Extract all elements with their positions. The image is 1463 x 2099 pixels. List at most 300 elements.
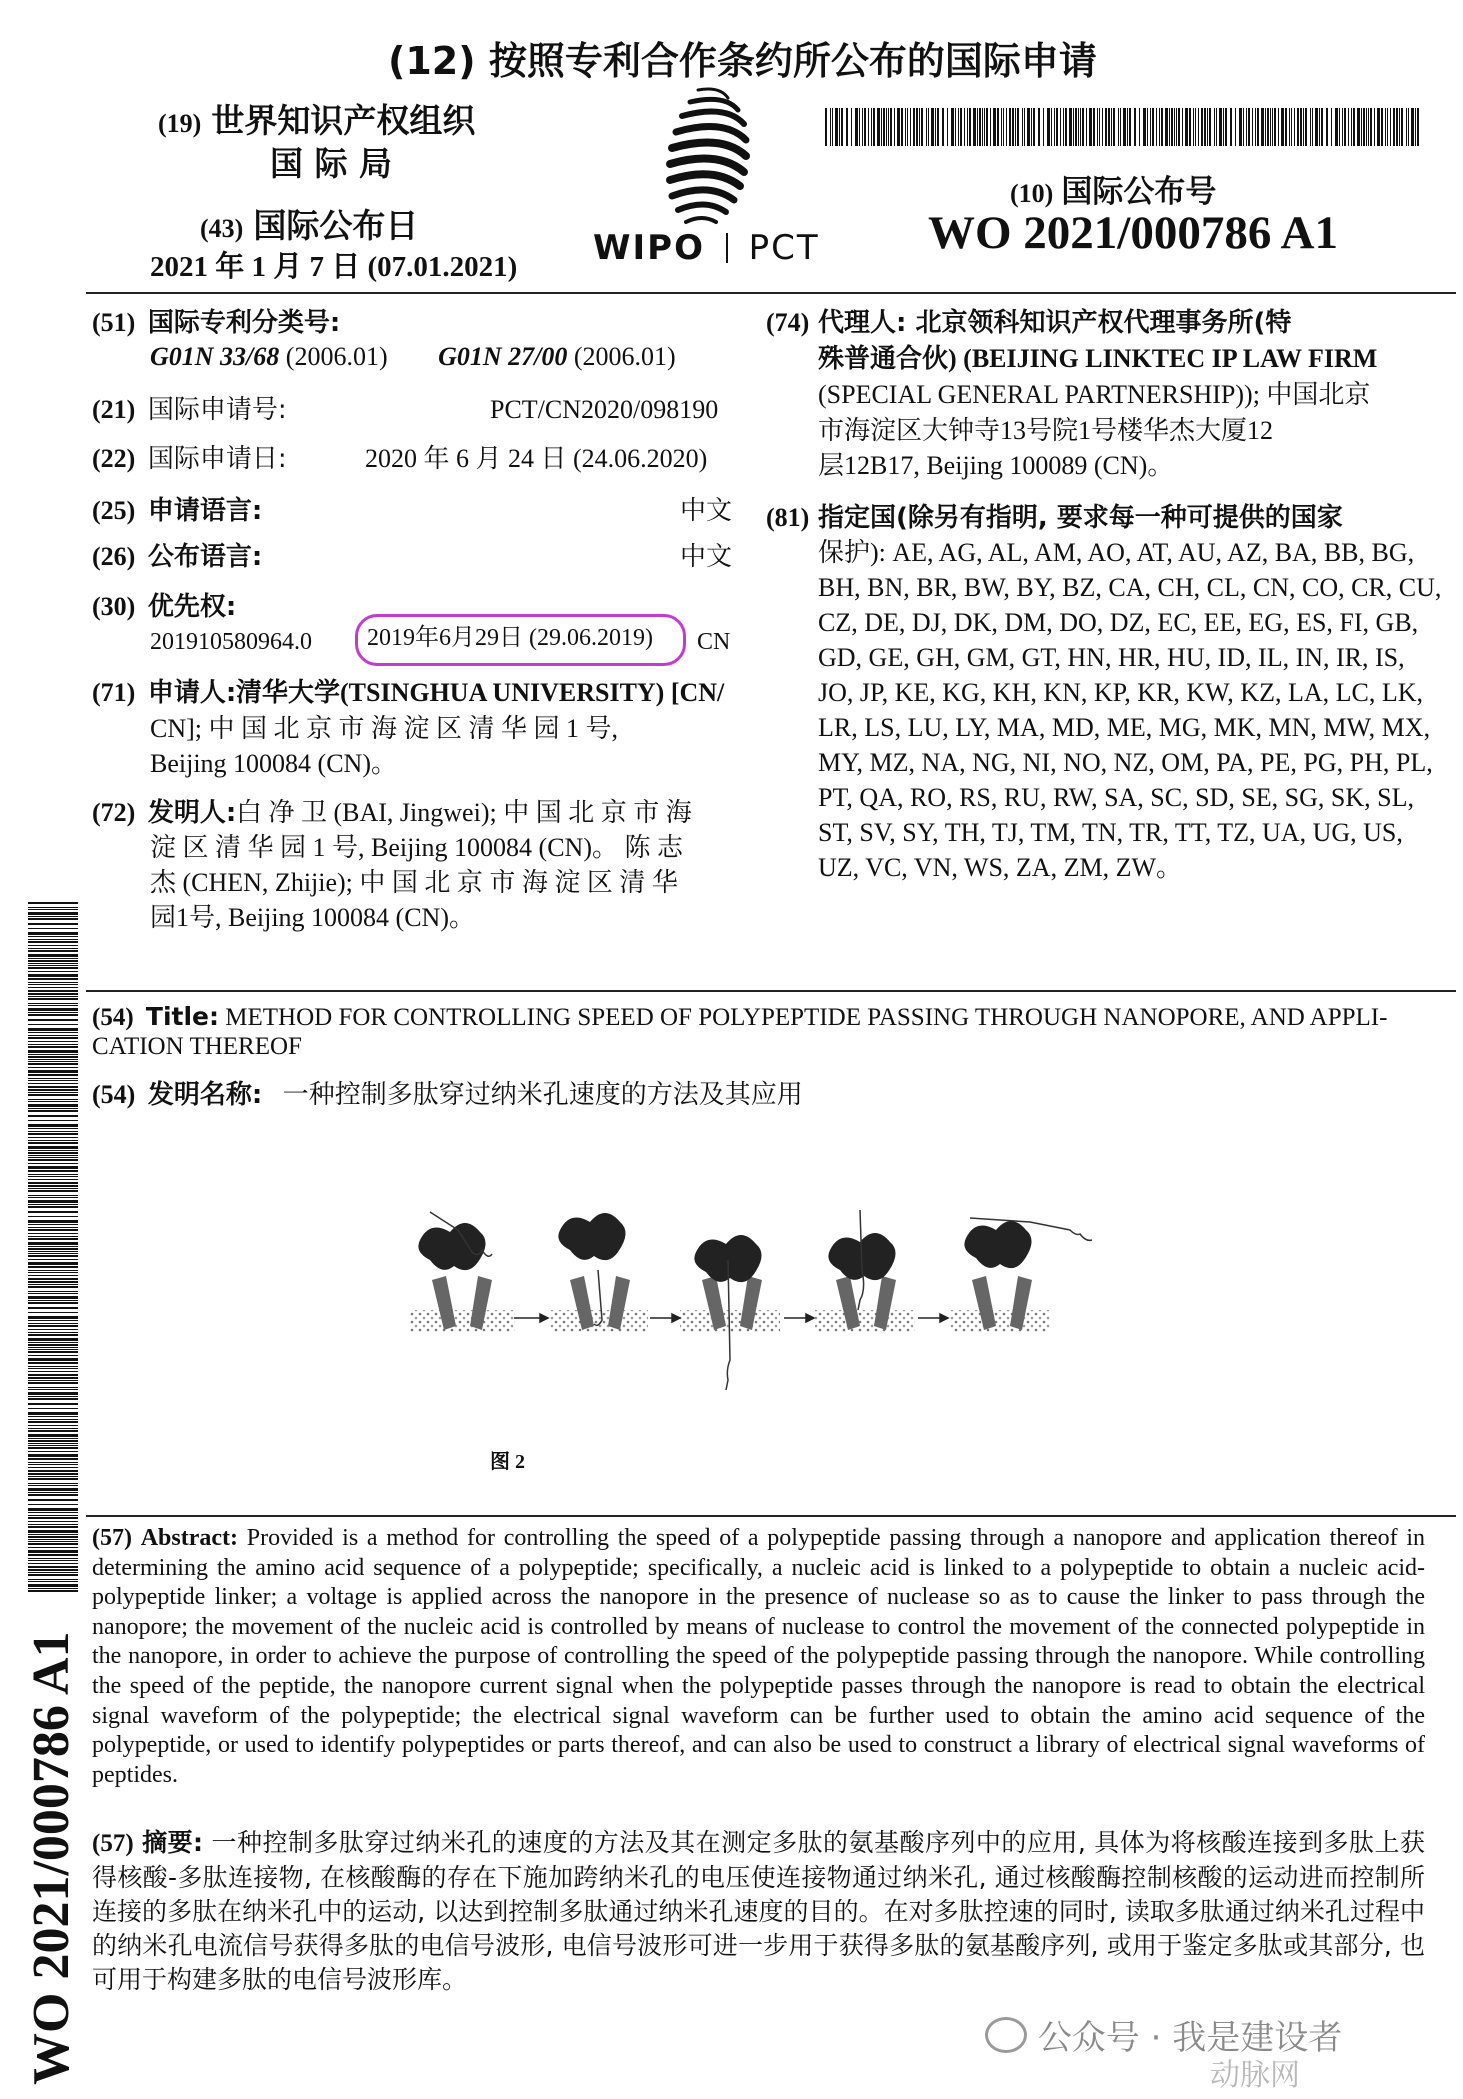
barcode-bar xyxy=(1255,108,1256,146)
barcode-bar xyxy=(1129,108,1131,146)
barcode-bar xyxy=(28,1182,78,1184)
barcode-bar xyxy=(1272,108,1273,146)
barcode-bar xyxy=(28,1467,78,1468)
barcode-bar xyxy=(28,916,78,917)
field-22 xyxy=(92,442,287,476)
pub-no-code: (10) xyxy=(1010,179,1054,208)
field-30-label: 优先权: xyxy=(147,592,237,622)
field-51-values xyxy=(150,340,676,374)
barcode-bar xyxy=(1216,108,1217,146)
barcode-bar xyxy=(28,1281,78,1283)
barcode-bar xyxy=(919,108,920,146)
barcode-bar xyxy=(1015,108,1016,146)
field-30-code: (30) xyxy=(92,592,136,621)
agent-line-2: 殊普通合伙) (BEIJING LINKTEC IP LAW FIRM xyxy=(818,344,1378,373)
barcode-bar xyxy=(28,950,78,952)
field-25-code: (25) xyxy=(92,496,136,525)
watermark-icon xyxy=(985,2017,1027,2053)
barcode-bar xyxy=(28,1355,78,1356)
barcode-bar xyxy=(28,1438,78,1439)
pub-no-block xyxy=(1010,166,1216,211)
barcode-bar xyxy=(1353,108,1355,146)
title-en-line-2: CATION THEREOF xyxy=(92,1033,302,1060)
barcode-bar xyxy=(28,1351,78,1353)
title-zh-text: 一种控制多肽穿过纳米孔速度的方法及其应用 xyxy=(282,1080,803,1110)
barcode-bar xyxy=(28,1275,78,1276)
barcode-bar xyxy=(28,1120,78,1121)
barcode-bar xyxy=(1390,108,1391,146)
inventor-line-3: 杰 (CHEN, Zhijie); 中 国 北 京 市 海 淀 区 清 华 xyxy=(150,868,678,897)
header-rule xyxy=(86,292,1456,294)
barcode-bar xyxy=(28,1150,78,1151)
barcode-bar xyxy=(1017,108,1019,146)
barcode-bar xyxy=(1385,108,1386,146)
barcode-bar xyxy=(835,108,838,146)
barcode-bar xyxy=(28,1581,78,1582)
barcode-bar xyxy=(28,1115,78,1117)
field-72-label: 发明人: xyxy=(147,798,237,828)
barcode-bar xyxy=(1078,108,1079,146)
barcode-bar xyxy=(28,1307,78,1309)
barcode-bar xyxy=(28,1338,78,1341)
barcode-bar xyxy=(1321,108,1323,146)
inventor-line-2: 淀 区 清 华 园 1 号, Beijing 100084 (CN)。 陈 志 xyxy=(150,833,683,862)
barcode-bar xyxy=(28,1494,78,1496)
barcode-bar xyxy=(1377,108,1380,146)
barcode-bar xyxy=(28,1517,78,1519)
barcode-bar xyxy=(830,108,831,146)
barcode-bar xyxy=(1408,108,1409,146)
membrane-1 xyxy=(410,1310,515,1332)
barcode-bar xyxy=(28,984,78,985)
barcode-bar xyxy=(1118,108,1119,146)
barcode-bar xyxy=(910,108,911,146)
barcode-bar xyxy=(1312,108,1313,146)
barcode-bar xyxy=(28,1108,78,1109)
barcode-bar xyxy=(1223,108,1224,146)
barcode-bar xyxy=(28,936,78,937)
barcode-bar xyxy=(28,1366,78,1367)
barcode-bar xyxy=(28,1362,78,1364)
barcode-bar xyxy=(1089,108,1092,146)
barcode-bar xyxy=(955,108,956,146)
barcode-bar xyxy=(28,1316,78,1319)
barcode-bar xyxy=(979,108,981,146)
barcode-bar xyxy=(1027,108,1030,146)
designated-line-5: GD, GE, GH, GM, GT, HN, HR, HU, ID, IL, IN, IR, IS, xyxy=(818,643,1405,672)
barcode-bar xyxy=(28,1504,78,1505)
org-block xyxy=(158,95,475,142)
barcode-bar xyxy=(28,1499,78,1501)
designated-line-2: 保护): AE, AG, AL, AM, AO, AT, AU, AZ, BA, BB, BG, xyxy=(818,538,1415,567)
barcode-bar xyxy=(28,1347,78,1348)
barcode-bar xyxy=(958,108,959,146)
barcode-bar xyxy=(28,1588,78,1589)
barcode-bar xyxy=(28,1371,78,1372)
designated-line-7: LR, LS, LU, LY, MA, MD, ME, MG, MK, MN, MW, MX, xyxy=(818,713,1431,742)
title-en-text-1: METHOD FOR CONTROLLING SPEED OF POLYPEPTIDE PASSING THROUGH NANOPORE, AND APPLI- xyxy=(225,1004,1388,1031)
field-51-label: 国际专利分类号: xyxy=(147,308,341,338)
barcode-bar xyxy=(1185,108,1188,146)
barcode-bar xyxy=(935,108,936,146)
barcode-bar xyxy=(1193,108,1194,146)
field-25-value: 中文 xyxy=(680,496,733,526)
figure-2-drawing xyxy=(410,1200,1110,1435)
barcode-bar xyxy=(28,998,78,1000)
barcode-bar xyxy=(1139,108,1140,146)
barcode-bar xyxy=(28,1003,78,1004)
barcode-bar xyxy=(28,1272,78,1273)
barcode-bar xyxy=(1278,108,1279,146)
barcode-bar xyxy=(1230,108,1232,146)
barcode-bar xyxy=(28,1473,78,1475)
pub-date-code: (43) xyxy=(200,214,244,243)
barcode-bar xyxy=(28,1560,78,1561)
barcode-bar xyxy=(1033,108,1035,146)
barcode-bar xyxy=(897,108,900,146)
barcode-bar xyxy=(28,1078,78,1079)
barcode-bar xyxy=(28,1382,78,1384)
barcode-bar xyxy=(1235,108,1236,146)
barcode-bar xyxy=(28,1368,78,1369)
field-26-label: 公布语言: xyxy=(147,542,263,572)
field-26 xyxy=(92,540,262,574)
barcode-bar xyxy=(960,108,962,146)
designated-line-9: PT, QA, RO, RS, RU, RW, SA, SC, SD, SE, SG, SK, SL, xyxy=(818,783,1414,812)
title-zh-code: (54) xyxy=(92,1080,136,1109)
barcode-bar xyxy=(28,1566,78,1568)
barcode-bar xyxy=(1161,108,1163,146)
barcode-bar xyxy=(28,932,78,935)
barcode-bar xyxy=(28,1083,78,1084)
barcode-bar xyxy=(1176,108,1177,146)
barcode-bar xyxy=(28,1416,78,1417)
barcode-bar xyxy=(921,108,923,146)
barcode-bar xyxy=(28,1238,78,1240)
barcode-bar xyxy=(1165,108,1168,146)
barcode-bar xyxy=(832,108,833,146)
barcode-bar xyxy=(926,108,927,146)
barcode-bar xyxy=(28,1387,78,1388)
barcode-bar xyxy=(28,1515,78,1516)
field-22-label: 国际申请日: xyxy=(147,444,287,474)
barcode-bar xyxy=(1012,108,1014,146)
barcode-bar xyxy=(1406,108,1407,146)
barcode-bar xyxy=(1297,108,1299,146)
barcode-bar xyxy=(28,1325,78,1327)
barcode-bar xyxy=(1038,108,1040,146)
barcode-bar xyxy=(28,1530,78,1533)
barcode-bar xyxy=(1270,108,1271,146)
barcode-bar xyxy=(873,108,875,146)
field-81-code: (81) xyxy=(766,503,810,532)
barcode-bar xyxy=(28,1080,78,1081)
barcode-bar xyxy=(28,1284,78,1285)
barcode-bar xyxy=(28,1358,78,1361)
barcode-bar xyxy=(28,1200,78,1203)
barcode-bar xyxy=(28,1543,78,1545)
barcode-bar xyxy=(28,1046,78,1048)
field-30 xyxy=(92,590,236,624)
barcode-bar xyxy=(28,1216,78,1217)
barcode-bar xyxy=(28,1206,78,1208)
barcode-bar xyxy=(28,1099,78,1100)
barcode-bar xyxy=(28,1012,78,1013)
watermark-text-1: 公众号 · 我是建设者 xyxy=(1037,2018,1343,2058)
barcode-bar xyxy=(1326,108,1328,146)
barcode-bar xyxy=(28,1403,78,1405)
barcode-bar xyxy=(1001,108,1002,146)
barcode-bar xyxy=(1047,108,1050,146)
org-name: 世界知识产权组织 xyxy=(211,101,476,140)
barcode-bar xyxy=(28,1300,78,1301)
barcode-bar xyxy=(1265,108,1266,146)
barcode-bar xyxy=(1339,108,1340,146)
barcode-bar xyxy=(1075,108,1077,146)
barcode-bar xyxy=(997,108,999,146)
barcode-bar xyxy=(28,1014,78,1016)
barcode-bar xyxy=(28,1246,78,1247)
barcode-bar xyxy=(1319,108,1320,146)
barcode-bar xyxy=(916,108,918,146)
designated-line-4: CZ, DE, DJ, DK, DM, DO, DZ, EC, EE, EG, ES, FI, GB, xyxy=(818,608,1419,637)
barcode-bar xyxy=(1169,108,1170,146)
barcode-bar xyxy=(851,108,852,146)
priority-country: CN xyxy=(697,629,731,655)
barcode-bar xyxy=(1063,108,1064,146)
barcode-bar xyxy=(28,1408,78,1409)
barcode-bar xyxy=(28,1483,78,1484)
barcode-bar xyxy=(28,1133,78,1135)
barcode-bar xyxy=(28,978,78,980)
barcode-bar xyxy=(1073,108,1074,146)
pub-no-value: WO 2021/000786 A1 xyxy=(928,207,1338,259)
abstract-en-text: Provided is a method for controlling the speed of a polypeptide passing through a nanopore and application thereof in determining the amino acid sequence of a polypeptide; specifically, a nucleic acid is linked to a polypeptide to obtain a nucleic acid-polypeptide linker; a voltage is applied across the nanopore in the presence of nuclease so as to cause the linker to pass through the nanopore; the movement of the nucleic acid is controlled by means of nuclease to control the movement of the connected polypeptide in the nanopore, in order to achieve the purpose of controlling the speed of the polypeptide passing through the nanopore. While controlling the speed of the peptide, the nanopore current signal when the polypeptide passes through the nanopore is read to obtain the electrical signal waveform of the polypeptide; the electrical signal waveform can be further used to obtain the amino acid sequence of the polypeptide, or used to identify polypeptides or parts thereof, and can also be used to construct a library of electrical signal waveforms of peptides. xyxy=(92,1525,1425,1788)
barcode-bar xyxy=(28,1074,78,1076)
barcode-bar xyxy=(1348,108,1349,146)
field-71-code: (71) xyxy=(92,678,136,707)
barcode-bar xyxy=(28,1574,78,1576)
barcode-bar xyxy=(931,108,934,146)
barcode-bar xyxy=(28,1092,78,1093)
barcode-bar xyxy=(1031,108,1032,146)
barcode-bar xyxy=(1178,108,1180,146)
enzyme-1 xyxy=(418,1223,485,1270)
barcode-bar xyxy=(1344,108,1346,146)
barcode-bar xyxy=(28,1428,78,1429)
barcode-bar xyxy=(28,1024,78,1025)
wipo-logo-icon xyxy=(590,80,790,240)
class-1-version: (2006.01) xyxy=(285,342,388,371)
barcode-bar xyxy=(1204,108,1206,146)
barcode-bar xyxy=(993,108,996,146)
barcode-bar xyxy=(1331,108,1332,146)
barcode-bar xyxy=(28,1270,78,1271)
barcode-bar xyxy=(28,1389,78,1390)
barcode-bar xyxy=(28,1197,78,1198)
barcode-bar xyxy=(1134,108,1136,146)
barcode-bar xyxy=(28,1032,78,1033)
side-publication-number: WO 2021/000786 A1 xyxy=(23,1631,80,2085)
barcode-bar xyxy=(1189,108,1191,146)
barcode-bar xyxy=(1225,108,1227,146)
barcode-bar xyxy=(28,918,78,920)
barcode-bar xyxy=(28,1392,78,1395)
barcode-bar xyxy=(28,1166,78,1169)
barcode-bar xyxy=(1143,108,1146,146)
barcode-bar xyxy=(1257,108,1259,146)
barcode-bar xyxy=(28,945,78,946)
barcode-bar xyxy=(28,1421,78,1423)
title-zh-label: 发明名称: xyxy=(147,1080,263,1110)
barcode-bar xyxy=(28,1554,78,1556)
title-zh xyxy=(92,1078,803,1112)
barcode-bar xyxy=(28,907,78,908)
barcode-bar xyxy=(28,1344,78,1346)
barcode-bar xyxy=(1351,108,1352,146)
barcode-bar xyxy=(1201,108,1203,146)
barcode-bar xyxy=(825,108,827,146)
figure-caption: 图 2 xyxy=(490,1451,525,1473)
designated-line-1: 指定国(除另有指明, 要求每一种可提供的国家 xyxy=(818,503,1343,533)
barcode-bar xyxy=(28,1572,78,1573)
barcode-bar xyxy=(1415,108,1416,146)
barcode-bar xyxy=(28,923,78,925)
barcode-bar xyxy=(1361,108,1362,146)
barcode-bar xyxy=(846,108,848,146)
pub-no-label: 国际公布号 xyxy=(1061,174,1217,210)
barcode-bar xyxy=(28,971,78,972)
barcode-bar xyxy=(1363,108,1365,146)
barcode-bar xyxy=(947,108,948,146)
barcode-bar xyxy=(839,108,840,146)
barcode-bar xyxy=(913,108,915,146)
barcode-bar xyxy=(901,108,903,146)
barcode-bar xyxy=(28,1492,78,1493)
barcode-bar xyxy=(1054,108,1055,146)
barcode-bar xyxy=(28,990,78,992)
logo-text-pct: PCT xyxy=(748,228,820,268)
barcode-bar xyxy=(28,1195,78,1196)
barcode-bar xyxy=(28,1398,78,1400)
barcode-bar xyxy=(907,108,908,146)
barcode-bar xyxy=(28,996,78,997)
barcode-bar xyxy=(28,1434,78,1437)
barcode-bar xyxy=(1393,108,1395,146)
barcode-bar xyxy=(1009,108,1011,146)
barcode-bar xyxy=(1147,108,1148,146)
barcode-bar xyxy=(28,1170,78,1172)
barcode-bar xyxy=(28,1152,78,1154)
barcode-bar xyxy=(28,1094,78,1096)
barcode-bar xyxy=(986,108,988,146)
pub-date-label: 国际公布日 xyxy=(253,206,419,245)
mid-rule xyxy=(86,990,1456,992)
barcode-bar xyxy=(1335,108,1338,146)
barcode-bar xyxy=(28,1157,78,1158)
barcode-bar xyxy=(1065,108,1067,146)
barcode-bar xyxy=(28,1124,78,1127)
field-51 xyxy=(92,306,340,340)
barcode-bar xyxy=(28,1291,78,1292)
barcode-bar xyxy=(1366,108,1367,146)
barcode-bar xyxy=(28,1550,78,1553)
barcode-bar xyxy=(1051,108,1052,146)
barcode-bar xyxy=(28,1534,78,1535)
enzyme-2 xyxy=(558,1213,625,1260)
barcode-bar xyxy=(1219,108,1222,146)
logo-text xyxy=(593,228,820,268)
barcode-bar xyxy=(28,1266,78,1268)
barcode-bar xyxy=(28,1536,78,1538)
agent-line-4: 市海淀区大钟寺13号院1号楼华杰大厦12 xyxy=(818,416,1274,445)
barcode-bar xyxy=(977,108,978,146)
barcode-bar xyxy=(28,1251,78,1252)
barcode-bar xyxy=(28,1374,78,1376)
barcode-bar xyxy=(1401,108,1403,146)
barcode-bar xyxy=(28,1110,78,1112)
barcode-bar xyxy=(28,1380,78,1381)
barcode-bar xyxy=(28,1005,78,1006)
abstract-zh-code: (57) xyxy=(92,1830,134,1857)
barcode-bar xyxy=(28,1579,78,1580)
barcode-bar xyxy=(28,1131,78,1132)
abstract-en-label: Abstract: xyxy=(140,1525,239,1551)
barcode-bar xyxy=(28,1443,78,1444)
barcode-bar xyxy=(1123,108,1126,146)
barcode-bar xyxy=(1159,108,1160,146)
barcode-bar xyxy=(28,967,78,969)
barcode-bar xyxy=(1274,108,1276,146)
barcode-bar xyxy=(1069,108,1072,146)
barcode-bar xyxy=(1300,108,1302,146)
barcode-bar xyxy=(1043,108,1044,146)
barcode-bar xyxy=(1022,108,1023,146)
barcode-bar xyxy=(964,108,965,146)
barcode-bar xyxy=(28,1478,78,1480)
barcode-bar xyxy=(28,958,78,959)
barcode-bar xyxy=(1248,108,1250,146)
barcode-bar xyxy=(28,1155,78,1156)
field-21-value: PCT/CN2020/098190 xyxy=(490,395,719,424)
barcode-bar xyxy=(1261,108,1264,146)
barcode-bar xyxy=(28,1312,78,1313)
barcode-bar xyxy=(886,108,887,146)
agent-line-5: 层12B17, Beijing 100089 (CN)。 xyxy=(818,451,1174,480)
membrane-2 xyxy=(550,1310,648,1332)
barcode-bar xyxy=(28,1349,78,1350)
barcode-bar xyxy=(841,108,843,146)
barcode-bar xyxy=(1082,108,1084,146)
abstract-zh-label: 摘要: xyxy=(142,1828,204,1857)
abstract-rule xyxy=(86,1515,1456,1517)
barcode-bar xyxy=(28,1104,78,1107)
field-81 xyxy=(766,501,809,535)
barcode-bar xyxy=(28,1137,78,1138)
barcode-bar xyxy=(28,1041,78,1042)
barcode-bar xyxy=(1171,108,1173,146)
barcode-bar xyxy=(28,1470,78,1472)
barcode-bar xyxy=(28,1056,78,1058)
barcode-bar xyxy=(28,1584,78,1587)
barcode-bar xyxy=(1152,108,1154,146)
inventor-line-1: 白 净 卫 (BAI, Jingwei); 中 国 北 京 市 海 xyxy=(236,798,692,827)
applicant-line-3: Beijing 100084 (CN)。 xyxy=(150,749,397,778)
barcode-bar xyxy=(28,1512,78,1513)
barcode-bar xyxy=(1342,108,1343,146)
barcode-bar xyxy=(1267,108,1269,146)
barcode-bar xyxy=(1396,108,1398,146)
